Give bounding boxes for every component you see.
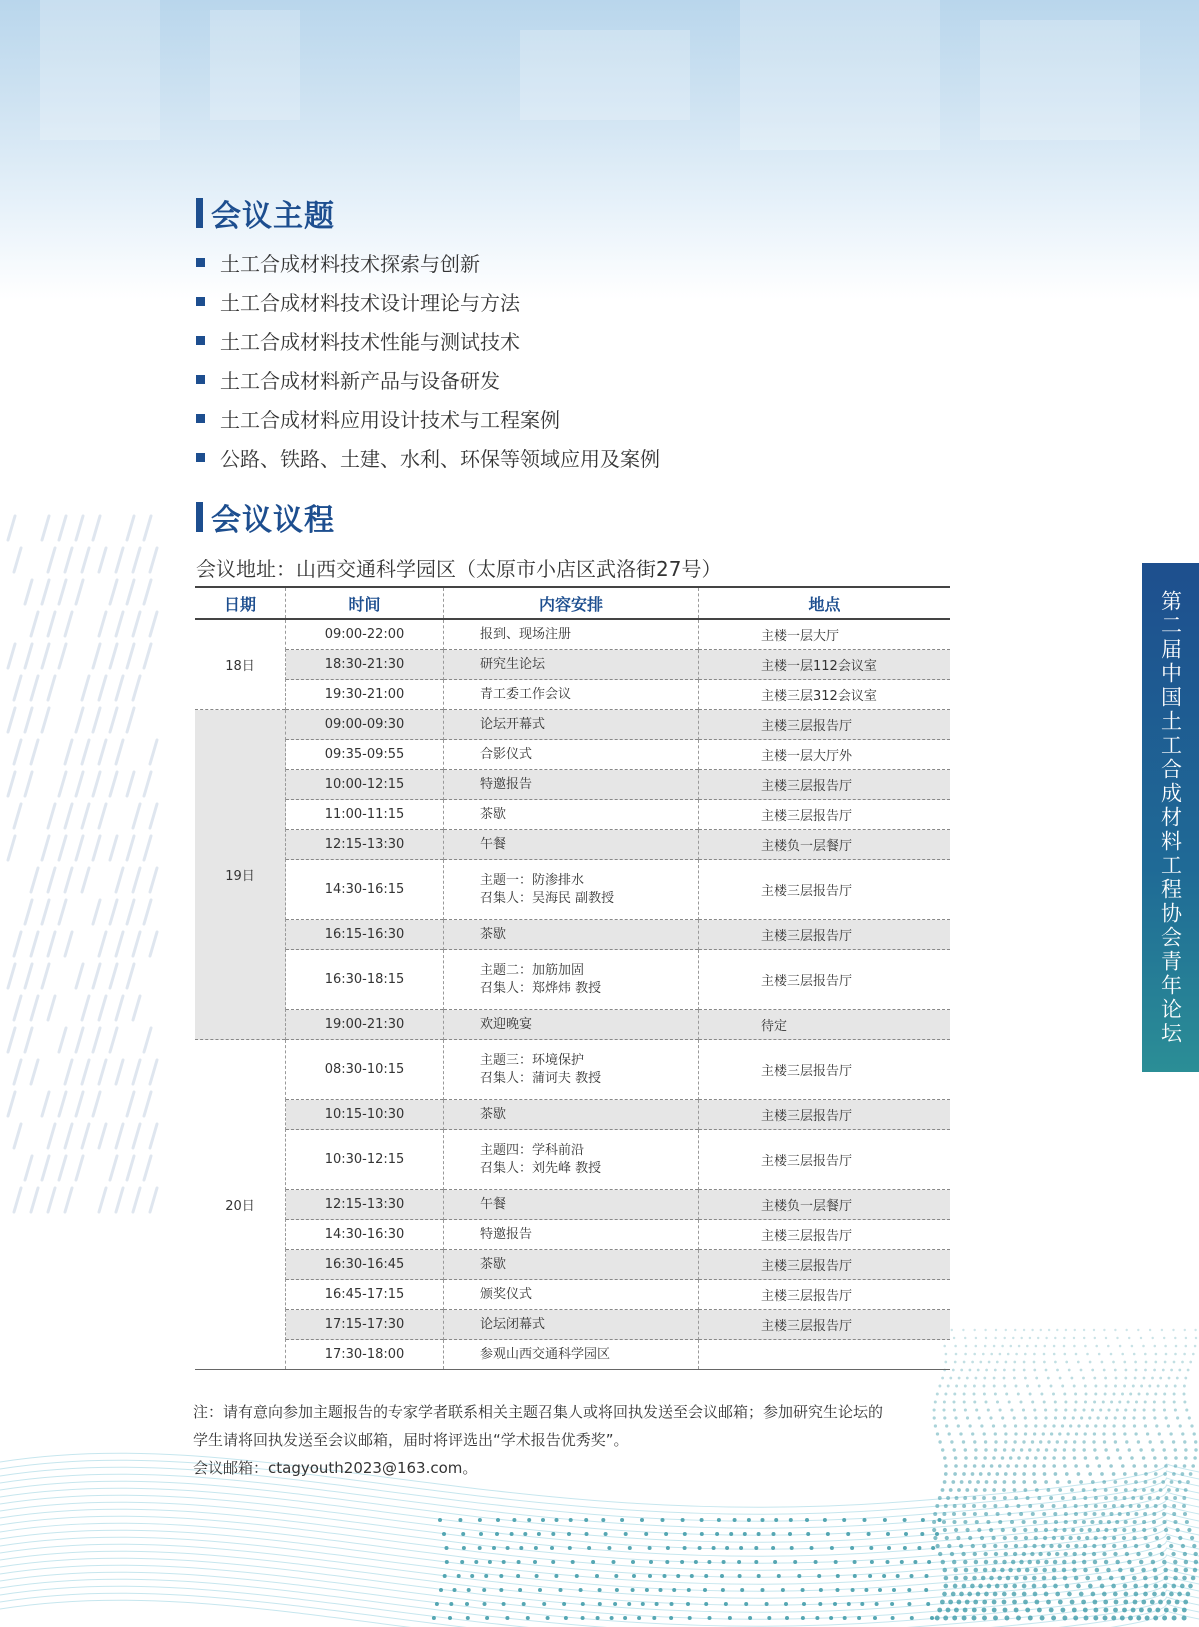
content-cell: [444, 1100, 699, 1130]
content-line: 召集人：吴海民 副教授: [480, 890, 615, 906]
content-line: 茶歇: [480, 806, 507, 822]
time-cell: 17:30-18:00: [286, 1340, 444, 1370]
time-cell: 16:30-16:45: [286, 1250, 444, 1280]
table-row: [195, 710, 950, 740]
time-cell: 12:15-13:30: [286, 1190, 444, 1220]
content-line: 午餐: [480, 1196, 507, 1212]
time-cell: 12:15-13:30: [286, 830, 444, 860]
content-line: 茶歇: [480, 1256, 507, 1272]
content-line: 报到、现场注册: [480, 626, 572, 642]
place-cell: 主楼三层报告厅: [699, 1310, 951, 1340]
content-line: 论坛闭幕式: [480, 1316, 546, 1332]
table-row: [195, 1130, 950, 1190]
section-title-theme-text: 会议主题: [211, 199, 335, 234]
bullet-square-icon: [196, 336, 205, 345]
content-cell: [444, 740, 699, 770]
list-item: 土工合成材料新产品与设备研发: [196, 360, 916, 399]
column-header-date: 日期: [195, 587, 286, 619]
table-row: [195, 1040, 950, 1100]
time-cell: 14:30-16:15: [286, 860, 444, 920]
place-cell: 待定: [699, 1010, 951, 1040]
time-cell: 19:30-21:00: [286, 680, 444, 710]
list-item: 土工合成材料技术设计理论与方法: [196, 282, 916, 321]
table-row: [195, 860, 950, 920]
side-banner-text: 第二届中国土工合成材料工程协会青年论坛: [1158, 589, 1183, 1046]
place-cell: 主楼三层报告厅: [699, 1280, 951, 1310]
place-cell: 主楼三层报告厅: [699, 950, 951, 1010]
bullet-square-icon: [196, 375, 205, 384]
content-line: 论坛开幕式: [480, 716, 546, 732]
content-cell: [444, 1280, 699, 1310]
content-cell: [444, 860, 699, 920]
note-line: 注：请有意向参加主题报告的专家学者联系相关主题召集人或将回执发送至会议邮箱；参加研究生论坛的: [193, 1403, 884, 1421]
table-row: [195, 1280, 950, 1310]
content-line: 合影仪式: [480, 746, 533, 762]
time-cell: 16:15-16:30: [286, 920, 444, 950]
table-row: [195, 1220, 950, 1250]
content-line: 召集人：郑烨炜 教授: [480, 980, 602, 996]
place-cell: 主楼一层112会议室: [699, 650, 951, 680]
place-cell: 主楼负一层餐厅: [699, 830, 951, 860]
content-line: 参观山西交通科学园区: [480, 1346, 611, 1362]
time-cell: 08:30-10:15: [286, 1040, 444, 1100]
time-cell: 16:30-18:15: [286, 950, 444, 1010]
time-cell: 10:15-10:30: [286, 1100, 444, 1130]
content-line: 主题一：防渗排水: [480, 872, 585, 888]
place-cell: 主楼三层报告厅: [699, 1250, 951, 1280]
table-row: [195, 1340, 950, 1370]
time-cell: 10:30-12:15: [286, 1130, 444, 1190]
section-title-agenda: [196, 500, 335, 538]
place-cell: 主楼三层报告厅: [699, 860, 951, 920]
place-cell: 主楼一层大厅: [699, 619, 951, 650]
table-row: [195, 619, 950, 650]
bullet-square-icon: [196, 297, 205, 306]
content-line: 主题三：环境保护: [480, 1052, 585, 1068]
content-cell: [444, 1310, 699, 1340]
time-cell: 10:00-12:15: [286, 770, 444, 800]
time-cell: 09:00-09:30: [286, 710, 444, 740]
content-line: 茶歇: [480, 1106, 507, 1122]
table-row: [195, 1010, 950, 1040]
place-cell: 主楼三层报告厅: [699, 770, 951, 800]
content-cell: [444, 619, 699, 650]
content-line: 特邀报告: [480, 776, 533, 792]
table-row: [195, 920, 950, 950]
content-cell: [444, 1010, 699, 1040]
table-header-row: [195, 587, 950, 619]
column-header-content: 内容安排: [444, 587, 699, 619]
content-line: 特邀报告: [480, 1226, 533, 1242]
content-cell: [444, 1250, 699, 1280]
content-cell: [444, 1220, 699, 1250]
contact-email: 会议邮箱：ctagyouth2023@163.com。: [193, 1459, 478, 1477]
content-cell: [444, 950, 699, 1010]
content-cell: [444, 770, 699, 800]
time-cell: 09:35-09:55: [286, 740, 444, 770]
date-cell: 20日: [195, 1040, 286, 1370]
time-cell: 14:30-16:30: [286, 1220, 444, 1250]
time-cell: 18:30-21:30: [286, 650, 444, 680]
content-cell: [444, 1130, 699, 1190]
table-row: [195, 1190, 950, 1220]
list-item: 公路、铁路、土建、水利、环保等领域应用及案例: [196, 438, 916, 477]
place-cell: 主楼一层大厅外: [699, 740, 951, 770]
place-cell: 主楼三层报告厅: [699, 710, 951, 740]
section-title-agenda-text: 会议议程: [211, 503, 335, 538]
section-bar: [196, 502, 203, 532]
table-row: [195, 1250, 950, 1280]
list-item: 土工合成材料技术探索与创新: [196, 243, 916, 282]
content-line: 青工委工作会议: [480, 686, 572, 702]
venue-address: 会议地址：山西交通科学园区（太原市小店区武洛街27号）: [196, 557, 722, 581]
content-cell: [444, 800, 699, 830]
place-cell: 主楼负一层餐厅: [699, 1190, 951, 1220]
footnote: [193, 1398, 953, 1482]
place-cell: 主楼三层312会议室: [699, 680, 951, 710]
place-cell: 主楼三层报告厅: [699, 1100, 951, 1130]
place-cell: 主楼三层报告厅: [699, 1040, 951, 1100]
content-line: 召集人：刘先峰 教授: [480, 1160, 602, 1176]
column-header-place: 地点: [699, 587, 951, 619]
content-cell: [444, 680, 699, 710]
table-row: [195, 650, 950, 680]
column-header-time: 时间: [286, 587, 444, 619]
content-line: 颁奖仪式: [480, 1286, 533, 1302]
place-cell: 主楼三层报告厅: [699, 1220, 951, 1250]
content-line: 召集人：蒲诃夫 教授: [480, 1070, 602, 1086]
content-cell: [444, 830, 699, 860]
table-row: [195, 800, 950, 830]
time-cell: 19:00-21:30: [286, 1010, 444, 1040]
table-row: [195, 1310, 950, 1340]
content-line: 茶歇: [480, 926, 507, 942]
table-row: [195, 830, 950, 860]
content-line: 研究生论坛: [480, 656, 546, 672]
place-cell: 主楼三层报告厅: [699, 1130, 951, 1190]
table-row: [195, 770, 950, 800]
place-cell: [699, 1340, 951, 1370]
date-cell: 18日: [195, 619, 286, 710]
place-cell: 主楼三层报告厅: [699, 800, 951, 830]
table-row: [195, 1100, 950, 1130]
time-cell: 11:00-11:15: [286, 800, 444, 830]
table-row: [195, 680, 950, 710]
content-line: 午餐: [480, 836, 507, 852]
content-cell: [444, 1040, 699, 1100]
content-line: 主题二：加筋加固: [480, 962, 585, 978]
content-line: 主题四：学科前沿: [480, 1142, 585, 1158]
content-cell: [444, 920, 699, 950]
bullet-square-icon: [196, 414, 205, 423]
date-cell: 19日: [195, 710, 286, 1040]
agenda-table: [195, 586, 950, 1370]
content-line: 欢迎晚宴: [480, 1016, 533, 1032]
content-cell: [444, 1340, 699, 1370]
table-row: [195, 740, 950, 770]
topic-list: [196, 243, 916, 477]
note-line: 学生请将回执发送至会议邮箱，届时将评选出“学术报告优秀奖”。: [193, 1431, 629, 1449]
bullet-square-icon: [196, 258, 205, 267]
time-cell: 17:15-17:30: [286, 1310, 444, 1340]
section-title-theme: [196, 196, 335, 234]
content-cell: [444, 710, 699, 740]
content-cell: [444, 1190, 699, 1220]
table-row: [195, 950, 950, 1010]
place-cell: 主楼三层报告厅: [699, 920, 951, 950]
side-banner: [1142, 563, 1199, 1072]
time-cell: 09:00-22:00: [286, 619, 444, 650]
list-item: 土工合成材料技术性能与测试技术: [196, 321, 916, 360]
section-bar: [196, 198, 203, 228]
list-item: 土工合成材料应用设计技术与工程案例: [196, 399, 916, 438]
bullet-square-icon: [196, 453, 205, 462]
content-cell: [444, 650, 699, 680]
time-cell: 16:45-17:15: [286, 1280, 444, 1310]
